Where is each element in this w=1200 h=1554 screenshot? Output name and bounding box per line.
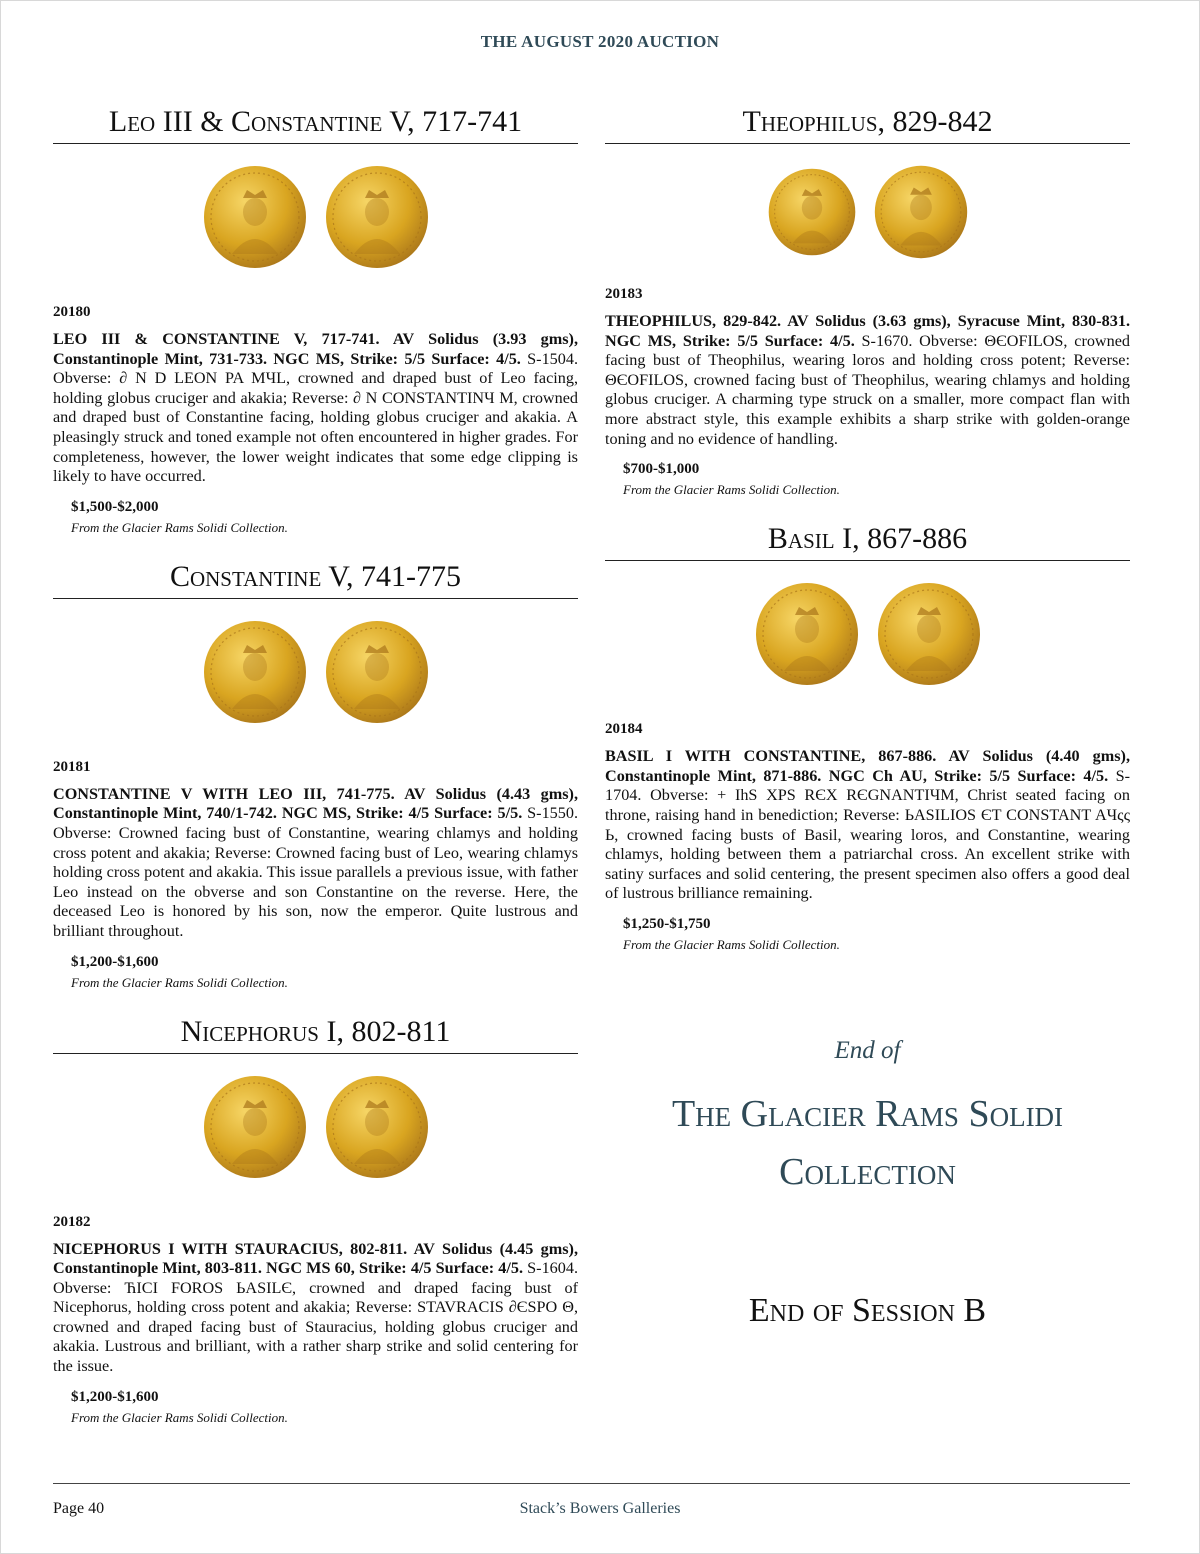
section-title: Basil I, 867-886 (605, 521, 1130, 561)
end-of-collection (605, 1034, 1130, 1200)
obverse-coin-icon (767, 167, 857, 257)
reverse-coin-icon (876, 581, 982, 687)
lot-body: S-1704. Obverse: + IhS XPS RЄX RЄGNANTIЧM, Christ seated facing on throne, raising hand in benediction; Reverse: ЬASILIOS ЄT CONSTANT AЧςς Ь, crowned facing busts of Basil, wearing loros, and Constantine, wearing chlamys, holding between them a patriarchal cross. An excellent strike with satiny surfaces and solid centering, the present specimen also offers a good deal of lustrous brilliance remaining. (605, 766, 1130, 903)
lot-number: 20182 (53, 1213, 91, 1230)
running-head: THE AUGUST 2020 AUCTION (480, 32, 720, 51)
lot-body: S-1504. Obverse: ∂ N D LEON PA MЧL, crowned and draped bust of Leo facing, holding globus cruciger and akakia; Reverse: ∂ N CONSTANTINЧ M, crowned and draped bust of Constantine facing, holding globus cruciger and akakia. A pleasingly struck and toned example not often encountered in higher grades. For completeness, however, the lower weight indicates that some edge clipping is likely to have occurred. (53, 349, 578, 486)
lot-heading: THEOPHILUS, 829-842. AV Solidus (3.63 gms), Syracuse Mint, 830-831. NGC MS, Strike: 5/5 Surface: 4/5. (605, 312, 1130, 350)
lot-description (605, 312, 1130, 449)
lot-provenance: From the Glacier Rams Solidi Collection. (71, 519, 288, 535)
reverse-coin-icon (324, 164, 430, 270)
lot-provenance: From the Glacier Rams Solidi Collection. (623, 482, 840, 498)
section-title: Leo III & Constantine V, 717-741 (53, 104, 578, 144)
lot-estimate: $1,200-$1,600 (71, 953, 159, 970)
lot-description (605, 747, 1130, 904)
lot-heading: NICEPHORUS I WITH STAURACIUS, 802-811. AV Solidus (4.45 gms), Constantinople Mint, 803-811. NGC MS 60, Strike: 4/5 Surface: 4/5. (53, 1239, 578, 1278)
reverse-coin-icon (873, 164, 969, 260)
lot-section-20182 (53, 1014, 578, 1427)
section-title: Constantine V, 741-775 (53, 559, 578, 599)
right-column (605, 104, 1130, 954)
lot-heading: BASIL I WITH CONSTANTINE, 867-886. AV Solidus (4.40 gms), Constantinople Mint, 871-886. NGC Ch AU, Strike: 5/5 Surface: 4/5. (605, 747, 1130, 785)
lot-estimate: $1,500-$2,000 (71, 498, 159, 515)
lot-estimate: $700-$1,000 (623, 461, 700, 478)
lot-body: S-1550. Obverse: Crowned facing bust of Constantine, wearing chlamys and holding cross potent and akakia; Reverse: Crowned facing bust of Leo, wearing chlamys holding cross potent and akakia. This issue parallels a previous issue, with father Leo instead on the obverse and son Constantine on the reverse. Here, the deceased Leo is honored by his son, now the emperor. Quite lustrous and brilliant throughout. (53, 804, 578, 940)
collection-title-line2: Collection (779, 1151, 956, 1193)
coin-pair (53, 613, 578, 731)
lot-description (53, 330, 578, 487)
section-title: Nicephorus I, 802-811 (53, 1014, 578, 1054)
lot-provenance: From the Glacier Rams Solidi Collection. (623, 936, 840, 952)
reverse-coin-icon (324, 1074, 430, 1180)
lot-provenance: From the Glacier Rams Solidi Collection. (71, 974, 288, 990)
obverse-coin-icon (202, 619, 308, 725)
lot-number: 20181 (53, 758, 91, 775)
lot-description (53, 785, 578, 942)
lot-estimate: $1,250-$1,750 (623, 915, 711, 932)
reverse-coin-icon (324, 619, 430, 725)
end-of-label: End of (834, 1037, 901, 1064)
lot-number: 20180 (53, 304, 91, 320)
session-end-title: End of Session B (748, 1292, 987, 1329)
lot-estimate: $1,200-$1,600 (71, 1388, 159, 1405)
lot-provenance: From the Glacier Rams Solidi Collection. (71, 1409, 288, 1425)
lot-heading: LEO III & CONSTANTINE V, 717-741. AV Solidus (3.93 gms), Constantinople Mint, 731-733. NGC MS, Strike: 5/5 Surface: 4/5. (53, 330, 578, 368)
coin-pair (53, 1068, 578, 1186)
lot-body: S-1670. Obverse: ΘЄOFILOS, crowned facing bust of Theophilus, wearing loros and holding cross potent; Reverse: ΘЄOFILOS, crowned facing bust of Theophilus, wearing chlamys and holding globus cruciger. A charming type struck on a smaller, more compact flan with more abstract style, this example exhibits a sharp strike with golden-orange toning and no evidence of handling. (605, 331, 1130, 448)
lot-number: 20183 (605, 286, 643, 302)
coin-pair (53, 158, 578, 276)
lot-number: 20184 (605, 721, 643, 738)
lot-heading: CONSTANTINE V WITH LEO III, 741-775. AV Solidus (4.43 gms), Constantinople Mint, 740/1-742. NGC MS, Strike: 4/5 Surface: 5/5. (53, 784, 578, 823)
coin-pair (605, 575, 1130, 693)
page-number: Page 40 (53, 1500, 105, 1517)
collection-title-line1: The Glacier Rams Solidi (671, 1093, 1064, 1135)
obverse-coin-icon (202, 164, 308, 270)
lot-section-20180 (53, 104, 578, 537)
lot-section-20183 (605, 104, 1130, 499)
footer-rule (53, 1483, 1130, 1484)
lot-description (53, 1240, 578, 1377)
left-column (53, 104, 578, 1427)
obverse-coin-icon (754, 581, 860, 687)
lot-body: S-1604. Obverse: ЋICI FOROS ЬASILЄ, crowned and draped facing bust of Nicephorus, holding cross potent and akakia; Reverse: STAVRACIS ∂ЄSPO Θ, crowned and draped facing bust of Stauracius, holding globus cruciger and akakia. Lustrous and brilliant, with a rather sharp strike and solid centering for the issue. (53, 1259, 578, 1376)
lot-section-20181 (53, 559, 578, 992)
publisher-name: Stack’s Bowers Galleries (519, 1500, 681, 1517)
coin-pair (605, 152, 1130, 272)
section-title: Theophilus, 829-842 (605, 104, 1130, 144)
obverse-coin-icon (202, 1074, 308, 1180)
lot-section-20184 (605, 521, 1130, 954)
